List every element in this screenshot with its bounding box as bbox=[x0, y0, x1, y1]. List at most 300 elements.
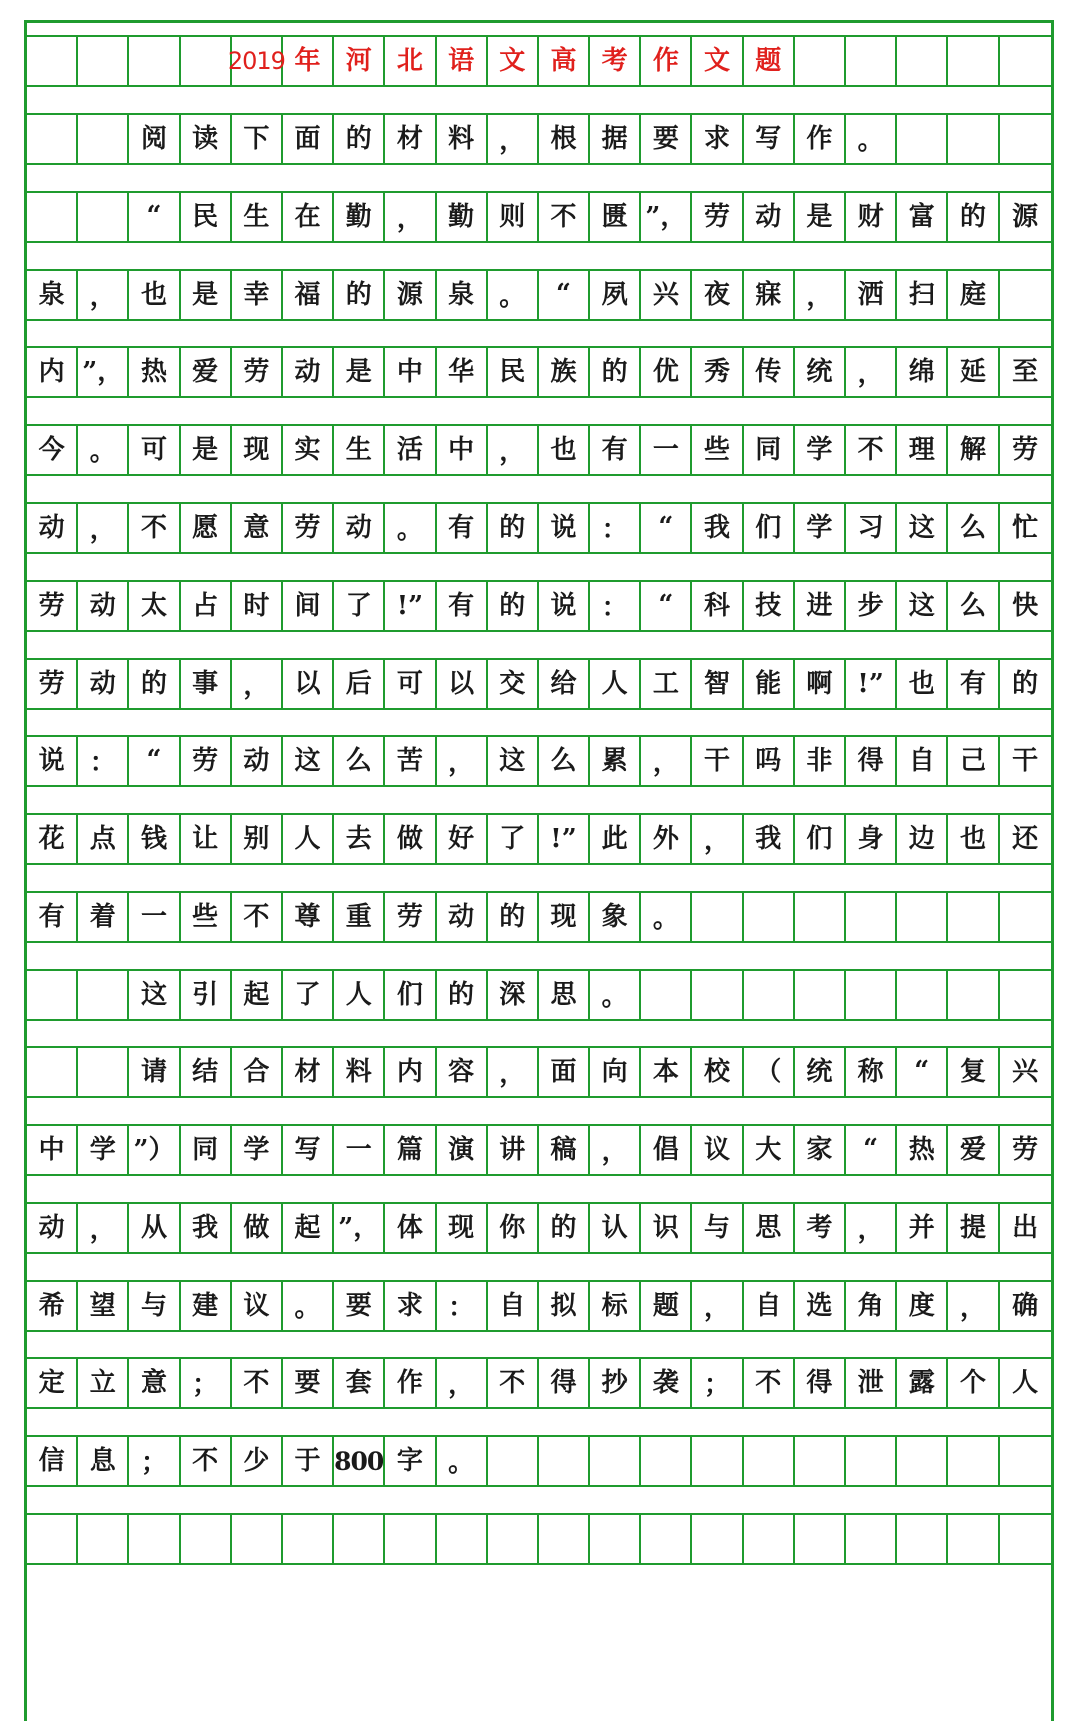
grid-cell bbox=[897, 893, 948, 941]
grid-cell: 重 bbox=[334, 893, 385, 941]
grid-cell bbox=[78, 193, 129, 241]
grid-cell: 民 bbox=[181, 193, 232, 241]
grid-cell: 匮 bbox=[590, 193, 641, 241]
grid-cell bbox=[334, 1515, 385, 1563]
grid-cell: ， bbox=[488, 426, 539, 474]
grid-cell: 交 bbox=[488, 660, 539, 708]
grid-cell: 民 bbox=[488, 348, 539, 396]
grid-cell: 意 bbox=[129, 1359, 180, 1407]
grid-cell: ”， bbox=[78, 348, 129, 396]
grid-cell: 劳 bbox=[232, 348, 283, 396]
grid-cell: 与 bbox=[692, 1204, 743, 1252]
grid-cell bbox=[897, 115, 948, 163]
grid-cell: 议 bbox=[692, 1126, 743, 1174]
grid-row bbox=[27, 735, 1051, 787]
grid-cell bbox=[385, 1515, 436, 1563]
grid-cell bbox=[795, 1515, 846, 1563]
title-cell: 题 bbox=[744, 37, 795, 85]
grid-cell: 做 bbox=[385, 815, 436, 863]
grid-cell: ， bbox=[232, 660, 283, 708]
grid-cell: 现 bbox=[437, 1204, 488, 1252]
title-cell: 年 bbox=[283, 37, 334, 85]
grid-cell: ， bbox=[78, 504, 129, 552]
grid-cell bbox=[744, 971, 795, 1019]
grid-cell: 还 bbox=[1012, 824, 1039, 854]
grid-cell: 着 bbox=[78, 893, 129, 941]
grid-cell bbox=[897, 1515, 948, 1563]
grid-cell: 自 bbox=[488, 1282, 539, 1330]
grid-cell bbox=[744, 1437, 795, 1485]
grid-cell: 习 bbox=[846, 504, 897, 552]
grid-cell: 学 bbox=[795, 504, 846, 552]
grid-cell: ， bbox=[385, 193, 436, 241]
grid-cell: 延 bbox=[948, 348, 999, 396]
grid-cell: ， bbox=[692, 1282, 743, 1330]
grid-cell: ”） bbox=[129, 1126, 180, 1174]
grid-cell: ， bbox=[488, 1048, 539, 1096]
grid-cell: ， bbox=[78, 1204, 129, 1252]
grid-cell: “ bbox=[641, 504, 692, 552]
grid-cell: 这 bbox=[897, 582, 948, 630]
grid-row bbox=[27, 1124, 1051, 1176]
grid-cell: 倡 bbox=[641, 1126, 692, 1174]
grid-cell: ， bbox=[948, 1282, 999, 1330]
grid-cell: 不 bbox=[744, 1359, 795, 1407]
grid-cell: 动 bbox=[27, 1204, 78, 1252]
grid-cell: （ bbox=[744, 1048, 795, 1096]
grid-cell: ， bbox=[488, 115, 539, 163]
grid-cell: 让 bbox=[181, 815, 232, 863]
grid-cell bbox=[1000, 1437, 1051, 1485]
grid-cell: 同 bbox=[181, 1126, 232, 1174]
grid-cell: 福 bbox=[283, 271, 334, 319]
grid-cell: 说 bbox=[539, 504, 590, 552]
grid-cell: 活 bbox=[385, 426, 436, 474]
title-row bbox=[27, 35, 1051, 87]
grid-cell bbox=[181, 1515, 232, 1563]
grid-cell: 边 bbox=[897, 815, 948, 863]
grid-cell bbox=[692, 893, 743, 941]
grid-cell: 面 bbox=[539, 1048, 590, 1096]
grid-cell: 生 bbox=[232, 193, 283, 241]
title-cell: 北 bbox=[385, 37, 436, 85]
grid-cell: 源 bbox=[1012, 202, 1039, 232]
grid-row bbox=[27, 1357, 1051, 1409]
grid-cell: 求 bbox=[385, 1282, 436, 1330]
grid-cell: 事 bbox=[181, 660, 232, 708]
grid-cell: 容 bbox=[437, 1048, 488, 1096]
grid-cell: 人 bbox=[1012, 1368, 1039, 1398]
grid-cell: 复 bbox=[948, 1048, 999, 1096]
grid-row bbox=[27, 346, 1051, 398]
grid-cell: 些 bbox=[692, 426, 743, 474]
grid-cell: 下 bbox=[232, 115, 283, 163]
grid-cell: 非 bbox=[795, 737, 846, 785]
grid-cell bbox=[692, 1437, 743, 1485]
grid-cell bbox=[641, 971, 692, 1019]
grid-cell: 生 bbox=[334, 426, 385, 474]
grid-cell: 。 bbox=[488, 271, 539, 319]
grid-row bbox=[27, 424, 1051, 476]
grid-cell: ， bbox=[641, 737, 692, 785]
grid-cell: 的 bbox=[948, 193, 999, 241]
title-cell: 文 bbox=[488, 37, 539, 85]
grid-cell: 此 bbox=[590, 815, 641, 863]
grid-cell bbox=[539, 1437, 590, 1485]
grid-cell: 吗 bbox=[744, 737, 795, 785]
grid-cell: !” bbox=[539, 815, 590, 863]
grid-cell: 信 bbox=[27, 1437, 78, 1485]
grid-cell: 间 bbox=[283, 582, 334, 630]
grid-cell: 一 bbox=[334, 1126, 385, 1174]
grid-cell: 题 bbox=[641, 1282, 692, 1330]
grid-cell: 你 bbox=[488, 1204, 539, 1252]
grid-cell: 得 bbox=[795, 1359, 846, 1407]
grid-cell: 源 bbox=[385, 271, 436, 319]
grid-cell: 是 bbox=[795, 193, 846, 241]
grid-cell bbox=[1000, 115, 1051, 163]
grid-cell: 。 bbox=[641, 893, 692, 941]
grid-cell: 拟 bbox=[539, 1282, 590, 1330]
grid-cell: 800 bbox=[334, 1437, 385, 1485]
grid-cell: 动 bbox=[78, 582, 129, 630]
grid-cell: 个 bbox=[948, 1359, 999, 1407]
grid-cell: 泄 bbox=[846, 1359, 897, 1407]
grid-cell: 深 bbox=[488, 971, 539, 1019]
grid-cell: 象 bbox=[590, 893, 641, 941]
grid-cell: ， bbox=[78, 271, 129, 319]
grid-cell: 称 bbox=[846, 1048, 897, 1096]
grid-cell: 动 bbox=[744, 193, 795, 241]
grid-cell: 热 bbox=[129, 348, 180, 396]
grid-cell: 讲 bbox=[488, 1126, 539, 1174]
grid-cell: 技 bbox=[744, 582, 795, 630]
grid-cell: 得 bbox=[539, 1359, 590, 1407]
grid-row bbox=[27, 191, 1051, 243]
grid-cell: 读 bbox=[181, 115, 232, 163]
grid-row bbox=[27, 813, 1051, 865]
grid-cell bbox=[795, 893, 846, 941]
grid-cell: 么 bbox=[948, 504, 999, 552]
title-cell: 2019 bbox=[232, 37, 283, 85]
grid-cell bbox=[488, 1437, 539, 1485]
grid-cell: 寐 bbox=[744, 271, 795, 319]
grid-cell: 幸 bbox=[232, 271, 283, 319]
grid-cell: 也 bbox=[897, 660, 948, 708]
grid-cell: 内 bbox=[385, 1048, 436, 1096]
grid-cell: 夜 bbox=[692, 271, 743, 319]
grid-cell bbox=[129, 1515, 180, 1563]
grid-cell: 统 bbox=[795, 1048, 846, 1096]
grid-cell: 绵 bbox=[897, 348, 948, 396]
grid-cell: 家 bbox=[795, 1126, 846, 1174]
grid-cell: 不 bbox=[488, 1359, 539, 1407]
grid-cell: 勤 bbox=[334, 193, 385, 241]
grid-cell: 起 bbox=[232, 971, 283, 1019]
grid-cell: 作 bbox=[795, 115, 846, 163]
grid-cell: 写 bbox=[283, 1126, 334, 1174]
grid-cell bbox=[744, 1515, 795, 1563]
grid-cell bbox=[27, 193, 78, 241]
grid-cell: 这 bbox=[897, 504, 948, 552]
grid-cell: 统 bbox=[795, 348, 846, 396]
grid-cell: 篇 bbox=[385, 1126, 436, 1174]
grid-cell: 不 bbox=[129, 504, 180, 552]
grid-cell: 作 bbox=[385, 1359, 436, 1407]
grid-cell bbox=[437, 1515, 488, 1563]
grid-cell: 。 bbox=[437, 1437, 488, 1485]
grid-cell: 劳 bbox=[27, 660, 78, 708]
grid-cell: 至 bbox=[1012, 357, 1039, 387]
grid-cell: 考 bbox=[795, 1204, 846, 1252]
grid-cell: 要 bbox=[641, 115, 692, 163]
grid-cell: “ bbox=[846, 1126, 897, 1174]
grid-cell: 干 bbox=[1012, 746, 1039, 776]
grid-cell: 少 bbox=[232, 1437, 283, 1485]
grid-cell: 动 bbox=[232, 737, 283, 785]
grid-cell: 的 bbox=[1012, 669, 1039, 699]
grid-cell: 劳 bbox=[692, 193, 743, 241]
grid-cell: 角 bbox=[846, 1282, 897, 1330]
grid-cell: 于 bbox=[283, 1437, 334, 1485]
grid-cell: 热 bbox=[897, 1126, 948, 1174]
grid-cell: 有 bbox=[948, 660, 999, 708]
grid-cell: 起 bbox=[283, 1204, 334, 1252]
grid-cell: 学 bbox=[795, 426, 846, 474]
grid-cell: ； bbox=[692, 1359, 743, 1407]
grid-cell: “ bbox=[129, 193, 180, 241]
grid-row bbox=[27, 969, 1051, 1021]
grid-cell: 勤 bbox=[437, 193, 488, 241]
grid-cell: 人 bbox=[334, 971, 385, 1019]
grid-cell bbox=[897, 1437, 948, 1485]
grid-cell: 求 bbox=[692, 115, 743, 163]
grid-cell: 了 bbox=[334, 582, 385, 630]
grid-cell bbox=[283, 1515, 334, 1563]
grid-cell: 选 bbox=[795, 1282, 846, 1330]
grid-cell: 建 bbox=[181, 1282, 232, 1330]
title-cell: 语 bbox=[437, 37, 488, 85]
grid-row bbox=[27, 502, 1051, 554]
grid-cell bbox=[1000, 271, 1051, 319]
grid-cell: 有 bbox=[590, 426, 641, 474]
grid-row bbox=[27, 1046, 1051, 1098]
grid-cell: 外 bbox=[641, 815, 692, 863]
grid-cell: 不 bbox=[232, 893, 283, 941]
grid-cell: 议 bbox=[232, 1282, 283, 1330]
grid-cell: 字 bbox=[385, 1437, 436, 1485]
grid-cell: 泉 bbox=[27, 271, 78, 319]
grid-cell: 秀 bbox=[692, 348, 743, 396]
grid-cell: ； bbox=[181, 1359, 232, 1407]
grid-cell bbox=[846, 1515, 897, 1563]
grid-cell: 抄 bbox=[590, 1359, 641, 1407]
grid-cell: 夙 bbox=[590, 271, 641, 319]
grid-cell: 是 bbox=[181, 271, 232, 319]
grid-cell: 能 bbox=[744, 660, 795, 708]
grid-cell: 演 bbox=[437, 1126, 488, 1174]
grid-cell: 说 bbox=[539, 582, 590, 630]
grid-cell: 理 bbox=[897, 426, 948, 474]
grid-cell: 面 bbox=[283, 115, 334, 163]
grid-cell: 爱 bbox=[948, 1126, 999, 1174]
grid-cell: 了 bbox=[283, 971, 334, 1019]
grid-cell bbox=[590, 1437, 641, 1485]
grid-cell: 的 bbox=[334, 115, 385, 163]
grid-cell bbox=[692, 1515, 743, 1563]
grid-cell: 料 bbox=[334, 1048, 385, 1096]
grid-cell: 根 bbox=[539, 115, 590, 163]
grid-cell: 阅 bbox=[129, 115, 180, 163]
grid-cell: ， bbox=[692, 815, 743, 863]
grid-cell bbox=[27, 115, 78, 163]
grid-cell: 花 bbox=[27, 815, 78, 863]
grid-cell: 做 bbox=[232, 1204, 283, 1252]
grid-cell: 给 bbox=[539, 660, 590, 708]
grid-cell: 思 bbox=[539, 971, 590, 1019]
grid-cell: 体 bbox=[385, 1204, 436, 1252]
grid-cell bbox=[846, 971, 897, 1019]
grid-cell: 提 bbox=[948, 1204, 999, 1252]
grid-cell bbox=[795, 37, 846, 85]
title-cell: 作 bbox=[641, 37, 692, 85]
grid-cell: 认 bbox=[590, 1204, 641, 1252]
grid-cell bbox=[78, 115, 129, 163]
grid-cell: 钱 bbox=[129, 815, 180, 863]
grid-cell: 露 bbox=[897, 1359, 948, 1407]
grid-cell: 己 bbox=[948, 737, 999, 785]
title-cell: 文 bbox=[692, 37, 743, 85]
grid-cell: 也 bbox=[948, 815, 999, 863]
grid-cell: ”， bbox=[334, 1204, 385, 1252]
grid-cell: 内 bbox=[27, 348, 78, 396]
grid-cell: 们 bbox=[385, 971, 436, 1019]
grid-cell bbox=[78, 37, 129, 85]
grid-cell: ， bbox=[795, 271, 846, 319]
grid-cell: “ bbox=[897, 1048, 948, 1096]
grid-cell: 华 bbox=[437, 348, 488, 396]
grid-cell: ， bbox=[846, 1204, 897, 1252]
grid-cell: 袭 bbox=[641, 1359, 692, 1407]
grid-cell bbox=[78, 1515, 129, 1563]
grid-cell: 一 bbox=[129, 893, 180, 941]
grid-cell: 定 bbox=[27, 1359, 78, 1407]
grid-cell: 以 bbox=[437, 660, 488, 708]
grid-cell bbox=[27, 971, 78, 1019]
grid-cell bbox=[1000, 971, 1051, 1019]
grid-cell: 快 bbox=[1012, 591, 1039, 621]
grid-cell bbox=[1000, 1515, 1051, 1563]
grid-cell: 富 bbox=[897, 193, 948, 241]
grid-cell: 科 bbox=[692, 582, 743, 630]
grid-cell: 要 bbox=[334, 1282, 385, 1330]
grid-cell: 的 bbox=[437, 971, 488, 1019]
grid-cell: 与 bbox=[129, 1282, 180, 1330]
grid-cell: 要 bbox=[283, 1359, 334, 1407]
grid-cell: 现 bbox=[232, 426, 283, 474]
grid-cell: 好 bbox=[437, 815, 488, 863]
grid-cell: 么 bbox=[948, 582, 999, 630]
grid-cell bbox=[948, 37, 999, 85]
grid-cell: ， bbox=[846, 348, 897, 396]
grid-cell: 的 bbox=[590, 348, 641, 396]
grid-cell: 别 bbox=[232, 815, 283, 863]
grid-cell: 动 bbox=[27, 504, 78, 552]
grid-cell: 么 bbox=[334, 737, 385, 785]
grid-cell: 有 bbox=[437, 504, 488, 552]
grid-cell: 也 bbox=[129, 271, 180, 319]
grid-cell: 合 bbox=[232, 1048, 283, 1096]
grid-cell: 稿 bbox=[539, 1126, 590, 1174]
grid-cell bbox=[948, 893, 999, 941]
grid-cell: 去 bbox=[334, 815, 385, 863]
grid-cell bbox=[846, 37, 897, 85]
grid-cell bbox=[1000, 893, 1051, 941]
grid-cell: 人 bbox=[283, 815, 334, 863]
grid-cell: 不 bbox=[539, 193, 590, 241]
grid-cell: 动 bbox=[437, 893, 488, 941]
grid-cell: 些 bbox=[181, 893, 232, 941]
grid-cell bbox=[590, 1515, 641, 1563]
grid-cell: 。 bbox=[385, 504, 436, 552]
title-cell: 河 bbox=[334, 37, 385, 85]
grid-cell: 可 bbox=[385, 660, 436, 708]
grid-cell: 兴 bbox=[641, 271, 692, 319]
grid-cell: 的 bbox=[488, 504, 539, 552]
title-cell: 高 bbox=[539, 37, 590, 85]
grid-cell: 有 bbox=[437, 582, 488, 630]
grid-cell bbox=[1000, 37, 1051, 85]
grid-cell: 大 bbox=[744, 1126, 795, 1174]
grid-cell: 现 bbox=[539, 893, 590, 941]
grid-cell: 中 bbox=[27, 1126, 78, 1174]
grid-cell: 中 bbox=[385, 348, 436, 396]
grid-cell: 劳 bbox=[27, 582, 78, 630]
grid-cell bbox=[846, 893, 897, 941]
grid-cell: 动 bbox=[78, 660, 129, 708]
grid-cell: 愿 bbox=[181, 504, 232, 552]
grid-cell: 材 bbox=[283, 1048, 334, 1096]
grid-cell: 立 bbox=[78, 1359, 129, 1407]
grid-cell: 了 bbox=[488, 815, 539, 863]
grid-cell: 步 bbox=[846, 582, 897, 630]
grid-row bbox=[27, 1280, 1051, 1332]
grid-cell: 动 bbox=[334, 504, 385, 552]
grid-cell: 劳 bbox=[1012, 1135, 1039, 1165]
grid-cell: 优 bbox=[641, 348, 692, 396]
grid-cell: 。 bbox=[283, 1282, 334, 1330]
grid-cell: 劳 bbox=[1012, 435, 1039, 465]
grid-cell: 这 bbox=[129, 971, 180, 1019]
grid-cell: 工 bbox=[641, 660, 692, 708]
grid-cell: 从 bbox=[129, 1204, 180, 1252]
grid-cell: ”， bbox=[641, 193, 692, 241]
grid-cell: 啊 bbox=[795, 660, 846, 708]
grid-cell: 劳 bbox=[283, 504, 334, 552]
grid-cell: !” bbox=[846, 660, 897, 708]
grid-cell: 自 bbox=[744, 1282, 795, 1330]
grid-cell: 希 bbox=[27, 1282, 78, 1330]
grid-cell bbox=[78, 1048, 129, 1096]
grid-cell: 的 bbox=[334, 271, 385, 319]
grid-row bbox=[27, 1202, 1051, 1254]
grid-cell: 思 bbox=[744, 1204, 795, 1252]
grid-cell: ， bbox=[437, 737, 488, 785]
grid-cell: !” bbox=[385, 582, 436, 630]
grid-cell: 可 bbox=[129, 426, 180, 474]
grid-cell: 传 bbox=[744, 348, 795, 396]
grid-cell: ， bbox=[437, 1359, 488, 1407]
